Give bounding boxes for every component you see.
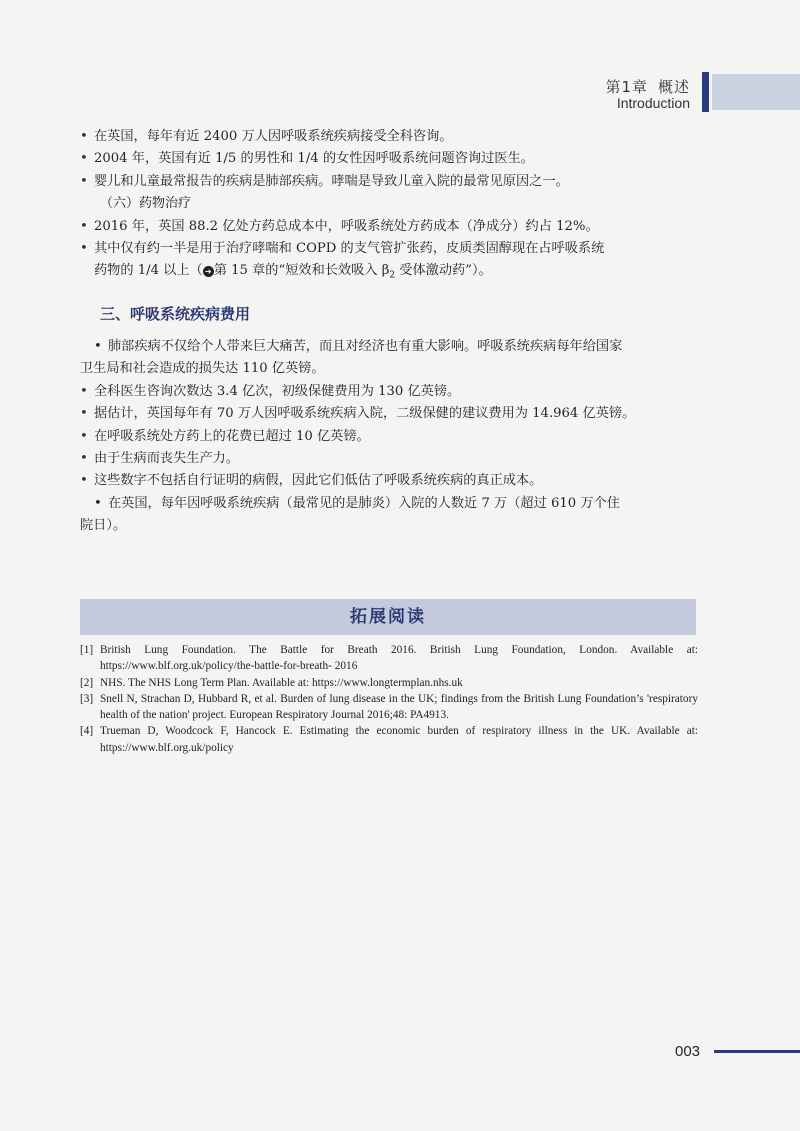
- bullet-text: 其中仅有约一半是用于治疗哮喘和 COPD 的支气管扩张药，皮质类固醇现在占呼吸系统: [94, 241, 605, 257]
- bullet-item: [80, 493, 700, 538]
- bullet-text: 受体激动药”）。: [395, 263, 492, 279]
- chapter-header: [605, 76, 690, 97]
- reference-list: [80, 642, 698, 756]
- footer-accent-line: [714, 1050, 800, 1053]
- main-content: [80, 126, 700, 538]
- reference-item: [80, 691, 698, 724]
- header-tab-block: [712, 74, 800, 110]
- arrow-right-icon: ➜: [203, 266, 214, 277]
- reference-number: [3]: [80, 692, 94, 705]
- section-heading-costs: 三、呼吸系统疾病费用: [100, 305, 251, 324]
- reference-text: Trueman D, Woodcock F, Hancock E. Estimating the economic burden of respiratory illness in the UK. Available at: https://www.blf.org.uk/policy: [100, 725, 698, 754]
- chapter-number: 第1章: [605, 78, 648, 96]
- bullet-item: • 由于生病而丧失生产力。: [80, 448, 700, 470]
- bullet-text: 在英国，每年因呼吸系统疾病（最常见的是肺炎）入院的人数近 7 万（超过 610 万个住: [108, 495, 620, 511]
- reference-item: [80, 675, 698, 691]
- extended-reading-banner: 拓展阅读: [80, 599, 696, 635]
- bullet-item: • 婴儿和儿童最常报告的疾病是肺部疾病。哮喘是导致儿童入院的最常见原因之一。: [80, 171, 700, 193]
- bullet-item: • 在呼吸系统处方药上的花费已超过 10 亿英镑。: [80, 426, 700, 448]
- reference-number: [4]: [80, 725, 94, 738]
- page-number: 003: [675, 1043, 701, 1060]
- reference-text: NHS. The NHS Long Term Plan. Available at: https://www.longtermplan.nhs.uk: [100, 676, 463, 689]
- bullet-item: [80, 336, 700, 381]
- bullet-item: • 这些数字不包括自行证明的病假，因此它们低估了呼吸系统疾病的真正成本。: [80, 470, 700, 492]
- bullet-text: 卫生局和社会造成的损失达 110 亿英镑。: [80, 361, 325, 377]
- chapter-english-title: Introduction: [616, 95, 690, 111]
- bullet-text: 肺部疾病不仅给个人带来巨大痛苦，而且对经济也有重大影响。呼吸系统疾病每年给国家: [108, 338, 623, 354]
- bullet-item: [80, 238, 700, 287]
- bullet-item: • 2016 年，英国 88.2 亿处方药总成本中，呼吸系统处方药成本（净成分）约占 12%。: [80, 216, 700, 238]
- chapter-title: 概述: [657, 78, 690, 96]
- reference-number: [2]: [80, 676, 94, 689]
- reference-number: [1]: [80, 644, 94, 656]
- bullet-item: • 据估计，英国每年有 70 万人因呼吸系统疾病入院，二级保健的建议费用为 14.964 亿英镑。: [80, 403, 700, 425]
- subheading-drug-therapy: （六）药物治疗: [100, 196, 192, 212]
- cross-reference-link[interactable]: 第 15 章的“短效和长效吸入 β: [213, 263, 390, 279]
- bullet-item: • 在英国，每年有近 2400 万人因呼吸系统疾病接受全科咨询。: [80, 126, 700, 148]
- reference-text: Snell N, Strachan D, Hubbard R, et al. Burden of lung disease in the UK; findings from the British Lung Foundation’s 'respiratory health of the nation' project. European Respiratory Journal 2016;48: PA4913.: [100, 692, 698, 722]
- bullet-text: 院日）。: [80, 518, 127, 534]
- bullet-item: • 2004 年，英国有近 1/5 的男性和 1/4 的女性因呼吸系统问题咨询过医生。: [80, 148, 700, 170]
- subscript: 2: [389, 271, 396, 282]
- bullet-item: • 全科医生咨询次数达 3.4 亿次，初级保健费用为 130 亿英镑。: [80, 381, 700, 403]
- reference-item: [80, 642, 698, 675]
- header-accent-bar: [702, 72, 709, 112]
- reference-text: British Lung Foundation. The Battle for Breath 2016. British Lung Foundation, London. Available at: https://www.blf.org.uk/policy/the-battle-for-breath- 2016: [100, 644, 698, 673]
- reference-item: [80, 723, 698, 756]
- bullet-text: 药物的 1/4 以上（: [94, 263, 203, 279]
